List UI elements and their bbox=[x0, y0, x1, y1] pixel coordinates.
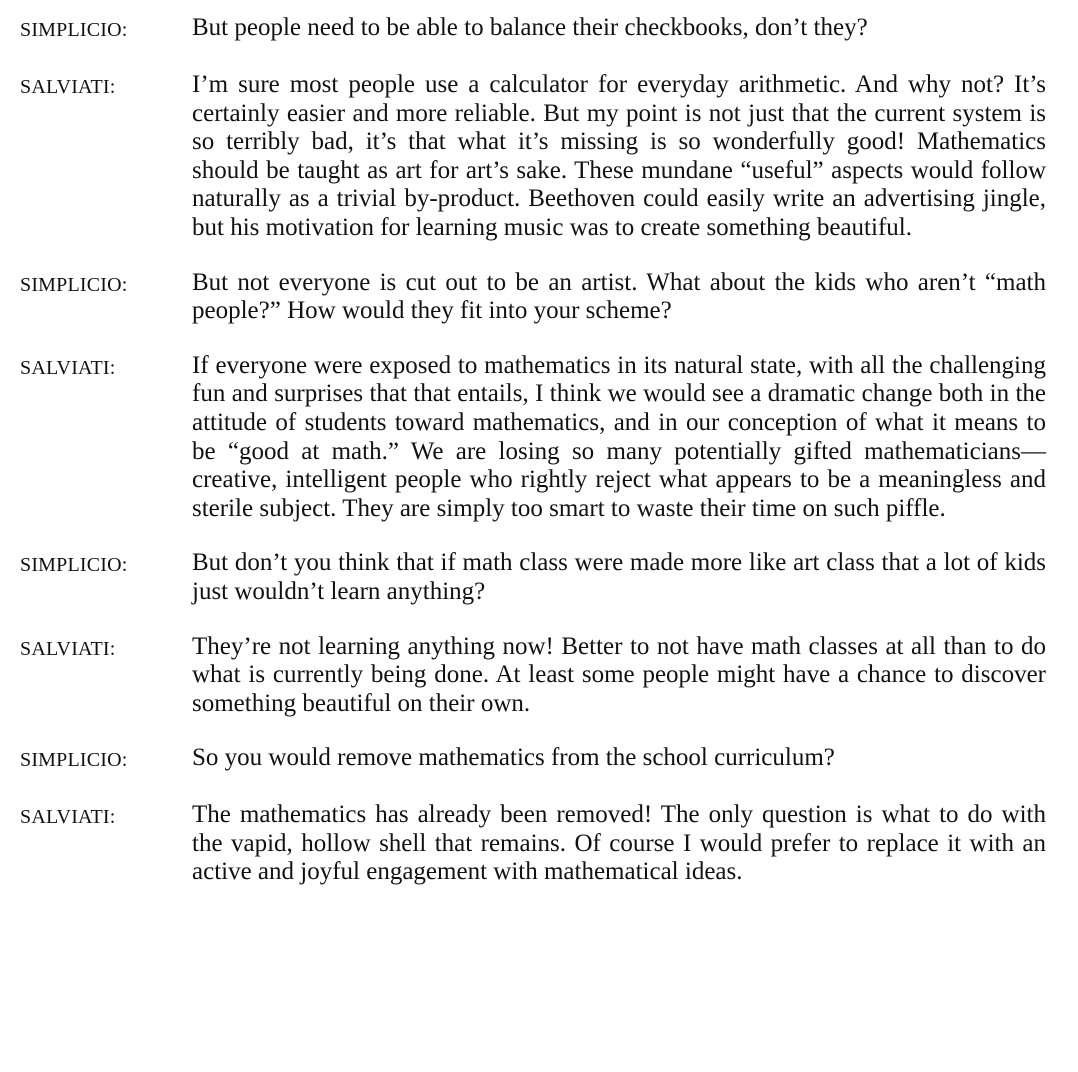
speech-text: But don’t you think that if math class were made more like art class that a lot of kids just wouldn’t learn anything? bbox=[192, 549, 1046, 605]
dialogue-turn-3 bbox=[20, 269, 1046, 326]
dialogue-turn-6 bbox=[20, 633, 1046, 719]
dialogue-turn-4 bbox=[20, 352, 1046, 524]
speech-text: I’m sure most people use a calculator for everyday arithmetic. And why not? It’s certainly easier and more reliable. But my point is not just that the current system is so terribly bad, it’s that what it’s missing is so wonderfully good! Mathematics should be taught as art for art’s sake. These mundane “useful” aspects would follow naturally as a trivial by-product. Beethoven could easily write an advertising jingle, but his motivation for learning music was to create something beautiful. bbox=[192, 71, 1046, 241]
dialogue-turn-7 bbox=[20, 744, 1046, 775]
speaker-label: SIMPLICIO: bbox=[20, 749, 128, 772]
dialogue-turn-1 bbox=[20, 14, 1046, 45]
speaker-label: SIMPLICIO: bbox=[20, 19, 128, 41]
speaker-label: SALVIATI: bbox=[20, 806, 116, 829]
speech-text: So you would remove mathematics from the school curriculum? bbox=[192, 744, 835, 772]
speech-text: But people need to be able to balance their checkbooks, don’t they? bbox=[192, 14, 868, 41]
speaker-label: SALVIATI: bbox=[20, 76, 116, 98]
dialogue bbox=[20, 14, 1046, 913]
speaker-label: SALVIATI: bbox=[20, 356, 116, 379]
speech-text: If everyone were exposed to mathematics in its natural state, with all the challenging fun and surprises that that entails, I think we would see a dramatic change both in the attitude of students toward mathematics, and in our conception of what it means to be “good at math.” We are losing so many potentially gifted mathematicians—creative, intelligent people who rightly reject what appears to be a meaningless and sterile subject. They are simply too smart to waste their time on such piffle. bbox=[192, 351, 1046, 522]
speech-text: They’re not learning anything now! Better to not have math classes at all than to do what is currently being done. At least some people might have a chance to discover something beautiful on their own. bbox=[192, 632, 1046, 717]
dialogue-turn-8 bbox=[20, 801, 1046, 887]
speech-text: But not everyone is cut out to be an artist. What about the kids who aren’t “math people?” How would they fit into your scheme? bbox=[192, 268, 1046, 325]
speaker-label: SIMPLICIO: bbox=[20, 273, 128, 296]
dialogue-turn-5 bbox=[20, 549, 1046, 606]
dialogue-turn-2 bbox=[20, 71, 1046, 243]
speech-text: The mathematics has already been removed! The only question is what to do with the vapid, hollow shell that remains. Of course I would prefer to replace it with an active and joyful engagement with mathematical ideas. bbox=[192, 801, 1046, 886]
speaker-label: SALVIATI: bbox=[20, 637, 116, 660]
speaker-label: SIMPLICIO: bbox=[20, 554, 128, 577]
